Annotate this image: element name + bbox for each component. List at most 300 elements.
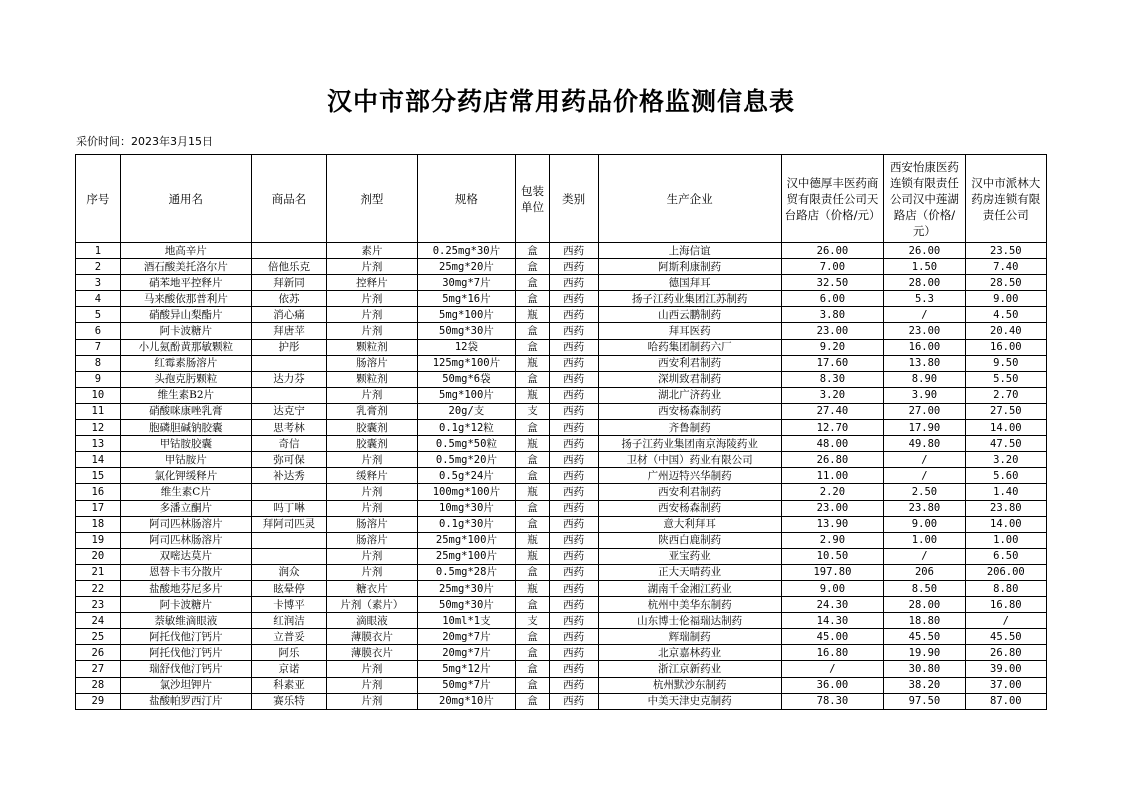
cell-dosage-form: 薄膜衣片: [327, 629, 417, 645]
cell-manufacturer: 湖南千金湘江药业: [598, 580, 781, 596]
cell-spec: 5mg*100片: [417, 387, 516, 403]
cell-generic-name: 阿托伐他汀钙片: [120, 645, 251, 661]
cell-trade-name: 科素亚: [251, 677, 326, 693]
cell-generic-name: 阿司匹林肠溶片: [120, 516, 251, 532]
cell-price-store-2: 1.50: [884, 259, 965, 275]
cell-spec: 10mg*30片: [417, 500, 516, 516]
cell-price-store-2: 45.50: [884, 629, 965, 645]
header-store-2: 西安怡康医药连锁有限责任公司汉中莲湖路店（价格/元）: [884, 155, 965, 243]
cell-generic-name: 甲钴胺片: [120, 452, 251, 468]
price-table: [75, 154, 1047, 710]
table-row: [76, 613, 1047, 629]
cell-trade-name: 吗丁啉: [251, 500, 326, 516]
cell-price-store-2: 3.90: [884, 387, 965, 403]
cell-price-store-2: /: [884, 452, 965, 468]
cell-generic-name: 双嘧达莫片: [120, 548, 251, 564]
cell-spec: 0.1g*12粒: [417, 420, 516, 436]
cell-price-store-2: 16.00: [884, 339, 965, 355]
cell-price-store-2: 49.80: [884, 436, 965, 452]
cell-seq: 6: [76, 323, 121, 339]
cell-unit: 盒: [516, 371, 550, 387]
cell-seq: 25: [76, 629, 121, 645]
cell-trade-name: [251, 387, 326, 403]
cell-price-store-1: 8.30: [781, 371, 884, 387]
cell-price-store-1: 7.00: [781, 259, 884, 275]
cell-manufacturer: 上海信谊: [598, 243, 781, 259]
table-header-row: [76, 155, 1047, 243]
cell-price-store-2: 28.00: [884, 597, 965, 613]
cell-trade-name: 弥可保: [251, 452, 326, 468]
cell-price-store-3: 20.40: [965, 323, 1046, 339]
cell-trade-name: 眩晕停: [251, 580, 326, 596]
cell-trade-name: 赛乐特: [251, 693, 326, 709]
table-row: [76, 420, 1047, 436]
cell-unit: 瓶: [516, 355, 550, 371]
cell-category: 西药: [549, 436, 598, 452]
cell-trade-name: 润众: [251, 564, 326, 580]
cell-seq: 14: [76, 452, 121, 468]
cell-category: 西药: [549, 580, 598, 596]
cell-dosage-form: 肠溶片: [327, 532, 417, 548]
table-row: [76, 597, 1047, 613]
cell-generic-name: 阿卡波糖片: [120, 597, 251, 613]
cell-seq: 11: [76, 403, 121, 419]
cell-price-store-3: /: [965, 613, 1046, 629]
cell-price-store-1: 6.00: [781, 291, 884, 307]
header-trade-name: 商品名: [251, 155, 326, 243]
cell-spec: 0.1g*30片: [417, 516, 516, 532]
cell-price-store-3: 47.50: [965, 436, 1046, 452]
cell-manufacturer: 山西云鹏制药: [598, 307, 781, 323]
cell-seq: 9: [76, 371, 121, 387]
cell-category: 西药: [549, 420, 598, 436]
cell-generic-name: 甲钴胺胶囊: [120, 436, 251, 452]
cell-dosage-form: 素片: [327, 243, 417, 259]
cell-trade-name: 依苏: [251, 291, 326, 307]
table-row: [76, 629, 1047, 645]
cell-price-store-2: 97.50: [884, 693, 965, 709]
table-row: [76, 243, 1047, 259]
cell-trade-name: 护彤: [251, 339, 326, 355]
cell-spec: 0.5mg*50粒: [417, 436, 516, 452]
cell-price-store-2: 19.90: [884, 645, 965, 661]
cell-price-store-2: 23.00: [884, 323, 965, 339]
cell-unit: 盒: [516, 597, 550, 613]
cell-spec: 20mg*7片: [417, 645, 516, 661]
cell-seq: 23: [76, 597, 121, 613]
cell-category: 西药: [549, 291, 598, 307]
cell-spec: 10ml*1支: [417, 613, 516, 629]
cell-price-store-3: 14.00: [965, 516, 1046, 532]
cell-trade-name: 红润洁: [251, 613, 326, 629]
cell-manufacturer: 杭州中美华东制药: [598, 597, 781, 613]
cell-spec: 20g/支: [417, 403, 516, 419]
cell-price-store-2: 13.80: [884, 355, 965, 371]
cell-spec: 50mg*30片: [417, 597, 516, 613]
cell-dosage-form: 片剂: [327, 564, 417, 580]
cell-price-store-1: 9.00: [781, 580, 884, 596]
cell-dosage-form: 糖衣片: [327, 580, 417, 596]
cell-generic-name: 阿司匹林肠溶片: [120, 532, 251, 548]
cell-price-store-3: 23.80: [965, 500, 1046, 516]
cell-price-store-3: 16.80: [965, 597, 1046, 613]
cell-category: 西药: [549, 677, 598, 693]
cell-price-store-3: 7.40: [965, 259, 1046, 275]
cell-manufacturer: 西安杨森制药: [598, 500, 781, 516]
cell-unit: 盒: [516, 291, 550, 307]
cell-price-store-3: 8.80: [965, 580, 1046, 596]
cell-dosage-form: 片剂: [327, 548, 417, 564]
cell-category: 西药: [549, 500, 598, 516]
cell-price-store-2: 28.00: [884, 275, 965, 291]
cell-seq: 13: [76, 436, 121, 452]
cell-seq: 12: [76, 420, 121, 436]
cell-generic-name: 盐酸帕罗西汀片: [120, 693, 251, 709]
cell-price-store-1: 2.90: [781, 532, 884, 548]
cell-price-store-1: 23.00: [781, 500, 884, 516]
cell-dosage-form: 肠溶片: [327, 516, 417, 532]
cell-spec: 125mg*100片: [417, 355, 516, 371]
cell-category: 西药: [549, 693, 598, 709]
table-body: [76, 243, 1047, 710]
cell-manufacturer: 哈药集团制药六厂: [598, 339, 781, 355]
cell-seq: 16: [76, 484, 121, 500]
cell-price-store-2: 26.00: [884, 243, 965, 259]
cell-trade-name: 倍他乐克: [251, 259, 326, 275]
cell-generic-name: 萘敏维滴眼液: [120, 613, 251, 629]
cell-seq: 20: [76, 548, 121, 564]
cell-seq: 27: [76, 661, 121, 677]
cell-trade-name: 阿乐: [251, 645, 326, 661]
cell-spec: 5mg*12片: [417, 661, 516, 677]
cell-seq: 29: [76, 693, 121, 709]
cell-unit: 瓶: [516, 387, 550, 403]
cell-trade-name: [251, 484, 326, 500]
cell-trade-name: 思考林: [251, 420, 326, 436]
cell-trade-name: 奇信: [251, 436, 326, 452]
cell-manufacturer: 意大利拜耳: [598, 516, 781, 532]
table-row: [76, 355, 1047, 371]
cell-price-store-2: 17.90: [884, 420, 965, 436]
cell-generic-name: 氯沙坦钾片: [120, 677, 251, 693]
cell-generic-name: 瑞舒伐他汀钙片: [120, 661, 251, 677]
cell-price-store-3: 87.00: [965, 693, 1046, 709]
cell-generic-name: 头孢克肟颗粒: [120, 371, 251, 387]
cell-unit: 盒: [516, 661, 550, 677]
cell-price-store-3: 16.00: [965, 339, 1046, 355]
cell-manufacturer: 深圳致君制药: [598, 371, 781, 387]
cell-seq: 8: [76, 355, 121, 371]
cell-spec: 0.25mg*30片: [417, 243, 516, 259]
cell-unit: 盒: [516, 259, 550, 275]
cell-price-store-3: 23.50: [965, 243, 1046, 259]
cell-unit: 瓶: [516, 307, 550, 323]
survey-date: 采价时间：2023年3月15日: [76, 135, 213, 148]
cell-manufacturer: 山东博士伦福瑞达制药: [598, 613, 781, 629]
cell-generic-name: 硝酸咪康唑乳膏: [120, 403, 251, 419]
cell-category: 西药: [549, 307, 598, 323]
cell-price-store-3: 9.00: [965, 291, 1046, 307]
cell-price-store-3: 37.00: [965, 677, 1046, 693]
table-row: [76, 532, 1047, 548]
cell-manufacturer: 齐鲁制药: [598, 420, 781, 436]
cell-generic-name: 阿卡波糖片: [120, 323, 251, 339]
cell-trade-name: 消心痛: [251, 307, 326, 323]
cell-manufacturer: 北京嘉林药业: [598, 645, 781, 661]
cell-unit: 盒: [516, 564, 550, 580]
cell-price-store-1: 10.50: [781, 548, 884, 564]
cell-dosage-form: 胶囊剂: [327, 420, 417, 436]
cell-price-store-2: 5.3: [884, 291, 965, 307]
cell-price-store-1: 78.30: [781, 693, 884, 709]
table-row: [76, 259, 1047, 275]
cell-seq: 5: [76, 307, 121, 323]
cell-price-store-1: 12.70: [781, 420, 884, 436]
cell-dosage-form: 胶囊剂: [327, 436, 417, 452]
cell-unit: 盒: [516, 693, 550, 709]
cell-dosage-form: 片剂: [327, 291, 417, 307]
cell-dosage-form: 片剂: [327, 307, 417, 323]
header-store-3: 汉中市派林大药房连锁有限责任公司: [965, 155, 1046, 243]
cell-trade-name: 补达秀: [251, 468, 326, 484]
cell-unit: 盒: [516, 452, 550, 468]
cell-price-store-2: 30.80: [884, 661, 965, 677]
cell-price-store-3: 5.50: [965, 371, 1046, 387]
cell-generic-name: 胞磷胆碱钠胶囊: [120, 420, 251, 436]
cell-generic-name: 马来酸依那普利片: [120, 291, 251, 307]
table-row: [76, 580, 1047, 596]
cell-manufacturer: 正大天晴药业: [598, 564, 781, 580]
cell-category: 西药: [549, 323, 598, 339]
cell-generic-name: 硝苯地平控释片: [120, 275, 251, 291]
cell-dosage-form: 片剂: [327, 661, 417, 677]
cell-unit: 盒: [516, 645, 550, 661]
cell-price-store-2: 2.50: [884, 484, 965, 500]
cell-manufacturer: 杭州默沙东制药: [598, 677, 781, 693]
cell-spec: 30mg*7片: [417, 275, 516, 291]
table-row: [76, 307, 1047, 323]
table-row: [76, 564, 1047, 580]
table-row: [76, 693, 1047, 709]
cell-price-store-3: 14.00: [965, 420, 1046, 436]
table-row: [76, 323, 1047, 339]
cell-dosage-form: 片剂: [327, 387, 417, 403]
cell-spec: 100mg*100片: [417, 484, 516, 500]
table-row: [76, 677, 1047, 693]
cell-price-store-3: 206.00: [965, 564, 1046, 580]
cell-spec: 20mg*7片: [417, 629, 516, 645]
cell-seq: 15: [76, 468, 121, 484]
table-row: [76, 275, 1047, 291]
cell-unit: 瓶: [516, 548, 550, 564]
cell-category: 西药: [549, 468, 598, 484]
table-row: [76, 371, 1047, 387]
cell-category: 西药: [549, 259, 598, 275]
cell-category: 西药: [549, 484, 598, 500]
table-row: [76, 484, 1047, 500]
cell-seq: 19: [76, 532, 121, 548]
cell-dosage-form: 控释片: [327, 275, 417, 291]
cell-unit: 瓶: [516, 580, 550, 596]
cell-generic-name: 红霉素肠溶片: [120, 355, 251, 371]
cell-unit: 瓶: [516, 484, 550, 500]
table-row: [76, 387, 1047, 403]
cell-dosage-form: 薄膜衣片: [327, 645, 417, 661]
cell-trade-name: [251, 532, 326, 548]
cell-generic-name: 恩替卡韦分散片: [120, 564, 251, 580]
table-row: [76, 500, 1047, 516]
cell-category: 西药: [549, 548, 598, 564]
cell-price-store-3: 3.20: [965, 452, 1046, 468]
cell-price-store-3: 6.50: [965, 548, 1046, 564]
cell-seq: 2: [76, 259, 121, 275]
cell-price-store-2: /: [884, 548, 965, 564]
cell-price-store-1: 2.20: [781, 484, 884, 500]
cell-price-store-2: /: [884, 307, 965, 323]
cell-manufacturer: 西安利君制药: [598, 355, 781, 371]
cell-manufacturer: 广州迈特兴华制药: [598, 468, 781, 484]
cell-unit: 盒: [516, 677, 550, 693]
cell-price-store-2: 38.20: [884, 677, 965, 693]
cell-dosage-form: 颗粒剂: [327, 371, 417, 387]
cell-price-store-3: 1.40: [965, 484, 1046, 500]
cell-manufacturer: 拜耳医药: [598, 323, 781, 339]
header-category: 类别: [549, 155, 598, 243]
cell-seq: 3: [76, 275, 121, 291]
cell-spec: 0.5mg*20片: [417, 452, 516, 468]
cell-generic-name: 维生素B2片: [120, 387, 251, 403]
cell-unit: 盒: [516, 275, 550, 291]
header-spec: 规格: [417, 155, 516, 243]
cell-dosage-form: 颗粒剂: [327, 339, 417, 355]
cell-trade-name: 拜新同: [251, 275, 326, 291]
cell-dosage-form: 片剂: [327, 323, 417, 339]
cell-seq: 17: [76, 500, 121, 516]
cell-price-store-2: 1.00: [884, 532, 965, 548]
cell-price-store-2: 18.80: [884, 613, 965, 629]
cell-price-store-2: 27.00: [884, 403, 965, 419]
page-title: 汉中市部分药店常用药品价格监测信息表: [326, 87, 795, 116]
cell-dosage-form: 片剂: [327, 484, 417, 500]
table-row: [76, 452, 1047, 468]
cell-trade-name: [251, 548, 326, 564]
cell-spec: 25mg*100片: [417, 532, 516, 548]
cell-category: 西药: [549, 452, 598, 468]
cell-price-store-1: 32.50: [781, 275, 884, 291]
header-unit: 包装单位: [516, 155, 550, 243]
cell-manufacturer: 德国拜耳: [598, 275, 781, 291]
cell-manufacturer: 湖北广济药业: [598, 387, 781, 403]
cell-category: 西药: [549, 403, 598, 419]
header-seq: 序号: [76, 155, 121, 243]
cell-spec: 5mg*16片: [417, 291, 516, 307]
table-row: [76, 661, 1047, 677]
cell-manufacturer: 西安杨森制药: [598, 403, 781, 419]
cell-price-store-1: 26.80: [781, 452, 884, 468]
cell-dosage-form: 片剂: [327, 677, 417, 693]
cell-seq: 1: [76, 243, 121, 259]
cell-price-store-1: 197.80: [781, 564, 884, 580]
cell-unit: 盒: [516, 339, 550, 355]
cell-spec: 25mg*20片: [417, 259, 516, 275]
table-row: [76, 516, 1047, 532]
cell-category: 西药: [549, 243, 598, 259]
cell-price-store-1: 9.20: [781, 339, 884, 355]
table-row: [76, 645, 1047, 661]
cell-price-store-2: 8.90: [884, 371, 965, 387]
cell-price-store-2: /: [884, 468, 965, 484]
cell-generic-name: 氯化钾缓释片: [120, 468, 251, 484]
cell-unit: 盒: [516, 243, 550, 259]
cell-unit: 盒: [516, 500, 550, 516]
cell-seq: 10: [76, 387, 121, 403]
cell-price-store-3: 5.60: [965, 468, 1046, 484]
cell-trade-name: 达克宁: [251, 403, 326, 419]
cell-spec: 50mg*30片: [417, 323, 516, 339]
cell-generic-name: 小儿氨酚黄那敏颗粒: [120, 339, 251, 355]
cell-category: 西药: [549, 597, 598, 613]
header-store-1: 汉中德厚丰医药商贸有限责任公司天台路店（价格/元）: [781, 155, 884, 243]
cell-dosage-form: 片剂: [327, 693, 417, 709]
cell-trade-name: 卡博平: [251, 597, 326, 613]
cell-manufacturer: 辉瑞制药: [598, 629, 781, 645]
header-generic-name: 通用名: [120, 155, 251, 243]
cell-spec: 0.5g*24片: [417, 468, 516, 484]
cell-unit: 盒: [516, 516, 550, 532]
cell-price-store-1: 3.80: [781, 307, 884, 323]
cell-price-store-1: 48.00: [781, 436, 884, 452]
cell-seq: 4: [76, 291, 121, 307]
table-row: [76, 339, 1047, 355]
cell-category: 西药: [549, 629, 598, 645]
cell-price-store-3: 1.00: [965, 532, 1046, 548]
cell-dosage-form: 缓释片: [327, 468, 417, 484]
cell-trade-name: 京诺: [251, 661, 326, 677]
cell-spec: 0.5mg*28片: [417, 564, 516, 580]
cell-trade-name: [251, 355, 326, 371]
cell-spec: 50mg*7片: [417, 677, 516, 693]
cell-dosage-form: 片剂: [327, 452, 417, 468]
cell-spec: 20mg*10片: [417, 693, 516, 709]
cell-category: 西药: [549, 645, 598, 661]
cell-price-store-1: 23.00: [781, 323, 884, 339]
cell-generic-name: 酒石酸美托洛尔片: [120, 259, 251, 275]
cell-trade-name: 立普妥: [251, 629, 326, 645]
cell-trade-name: 拜阿司匹灵: [251, 516, 326, 532]
cell-seq: 22: [76, 580, 121, 596]
cell-category: 西药: [549, 516, 598, 532]
cell-price-store-1: 11.00: [781, 468, 884, 484]
cell-price-store-3: 39.00: [965, 661, 1046, 677]
cell-price-store-1: /: [781, 661, 884, 677]
cell-dosage-form: 滴眼液: [327, 613, 417, 629]
cell-trade-name: [251, 243, 326, 259]
cell-price-store-1: 13.90: [781, 516, 884, 532]
cell-spec: 12袋: [417, 339, 516, 355]
cell-seq: 28: [76, 677, 121, 693]
cell-generic-name: 盐酸地芬尼多片: [120, 580, 251, 596]
cell-generic-name: 阿托伐他汀钙片: [120, 629, 251, 645]
cell-unit: 瓶: [516, 532, 550, 548]
cell-unit: 支: [516, 403, 550, 419]
cell-price-store-1: 45.00: [781, 629, 884, 645]
cell-manufacturer: 亚宝药业: [598, 548, 781, 564]
table-row: [76, 548, 1047, 564]
cell-spec: 25mg*100片: [417, 548, 516, 564]
cell-category: 西药: [549, 564, 598, 580]
cell-trade-name: 达力芬: [251, 371, 326, 387]
cell-seq: 24: [76, 613, 121, 629]
